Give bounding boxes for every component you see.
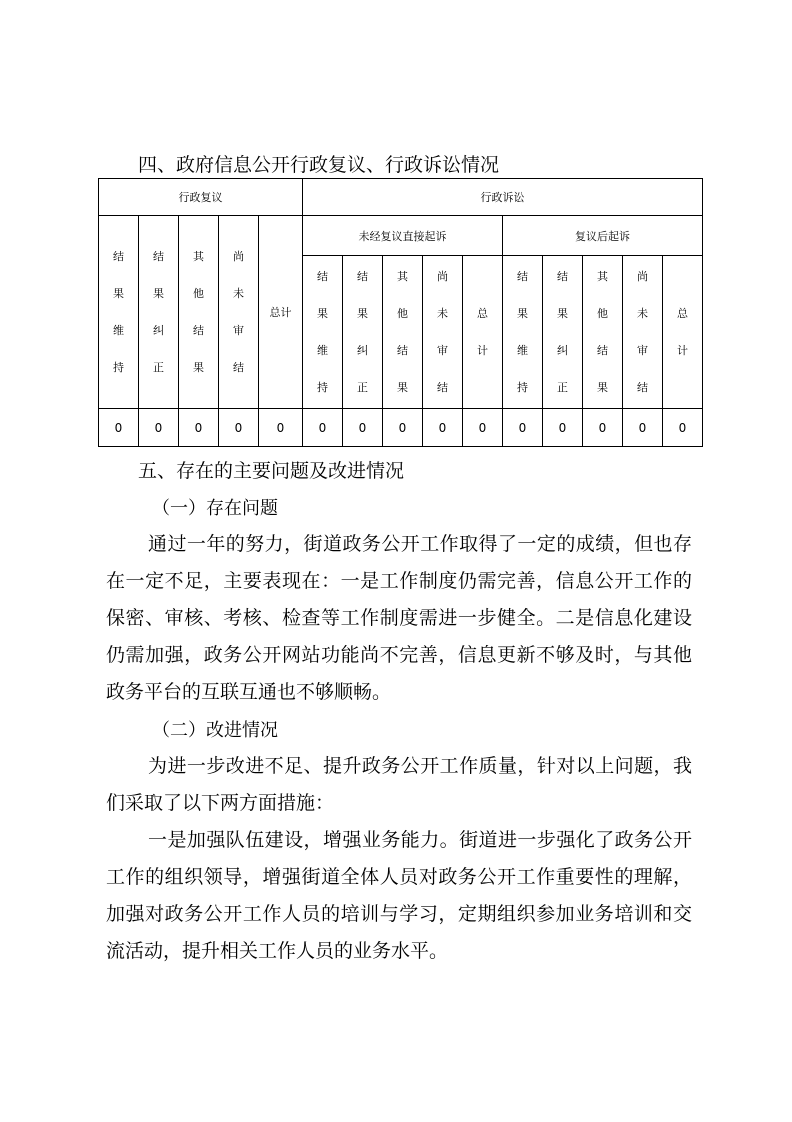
col-review-other: 其他结果 — [179, 216, 219, 409]
col-direct-corrected: 结果纠正 — [343, 256, 383, 409]
col-after-corrected: 结果纠正 — [543, 256, 583, 409]
header-admin-litigation: 行政诉讼 — [303, 179, 703, 216]
header-after-review-suit: 复议后起诉 — [503, 216, 703, 256]
subsection-problems-title: （一）存在问题 — [152, 498, 278, 519]
col-after-pending: 尚未审结 — [623, 256, 663, 409]
cell-after-corrected: 0 — [543, 409, 583, 447]
review-litigation-table — [98, 178, 703, 447]
cell-review-total: 0 — [259, 409, 303, 447]
col-review-corrected: 结果纠正 — [139, 216, 179, 409]
col-review-total: 总计 — [259, 216, 303, 409]
col-direct-maintain: 结果维持 — [303, 256, 343, 409]
section-5-title: 五、存在的主要问题及改进情况 — [138, 460, 405, 482]
col-direct-total: 总计 — [463, 256, 503, 409]
cell-review-other: 0 — [179, 409, 219, 447]
section-4-title: 四、政府信息公开行政复议、行政诉讼情况 — [138, 154, 500, 176]
col-review-maintain: 结果维持 — [99, 216, 139, 409]
col-after-other: 其他结果 — [583, 256, 623, 409]
paragraph-measure-one: 一是加强队伍建设，增强业务能力。街道进一步强化了政务公开工作的组织领导，增强街道全体人员对政务公开工作重要性的理解，加强对政务公开工作人员的培训与学习，定期组织参加业务培训和交流活动，提升相关工作人员的业务水平。 — [106, 829, 692, 962]
col-direct-other: 其他结果 — [383, 256, 423, 409]
cell-direct-maintain: 0 — [303, 409, 343, 447]
col-review-pending: 尚未审结 — [219, 216, 259, 409]
cell-after-pending: 0 — [623, 409, 663, 447]
table-row — [99, 409, 703, 447]
cell-direct-other: 0 — [383, 409, 423, 447]
header-admin-review: 行政复议 — [99, 179, 303, 216]
subsection-improvements-title: （二）改进情况 — [152, 720, 278, 741]
cell-after-maintain: 0 — [503, 409, 543, 447]
cell-after-other: 0 — [583, 409, 623, 447]
header-direct-suit: 未经复议直接起诉 — [303, 216, 503, 256]
cell-review-pending: 0 — [219, 409, 259, 447]
col-direct-pending: 尚未审结 — [423, 256, 463, 409]
cell-review-corrected: 0 — [139, 409, 179, 447]
cell-direct-total: 0 — [463, 409, 503, 447]
paragraph-measures-intro: 为进一步改进不足、提升政务公开工作质量，针对以上问题，我们采取了以下两方面措施： — [106, 755, 692, 814]
col-after-maintain: 结果维持 — [503, 256, 543, 409]
cell-direct-pending: 0 — [423, 409, 463, 447]
paragraph-problems: 通过一年的努力，街道政务公开工作取得了一定的成绩，但也存在一定不足，主要表现在：一是工作制度仍需完善，信息公开工作的保密、审核、考核、检查等工作制度需进一步健全。二是信息化建设仍需加强，政务公开网站功能尚不完善，信息更新不够及时，与其他政务平台的互联互通也不够顺畅。 — [106, 533, 692, 703]
cell-review-maintain: 0 — [99, 409, 139, 447]
cell-after-total: 0 — [663, 409, 703, 447]
cell-direct-corrected: 0 — [343, 409, 383, 447]
col-after-total: 总计 — [663, 256, 703, 409]
